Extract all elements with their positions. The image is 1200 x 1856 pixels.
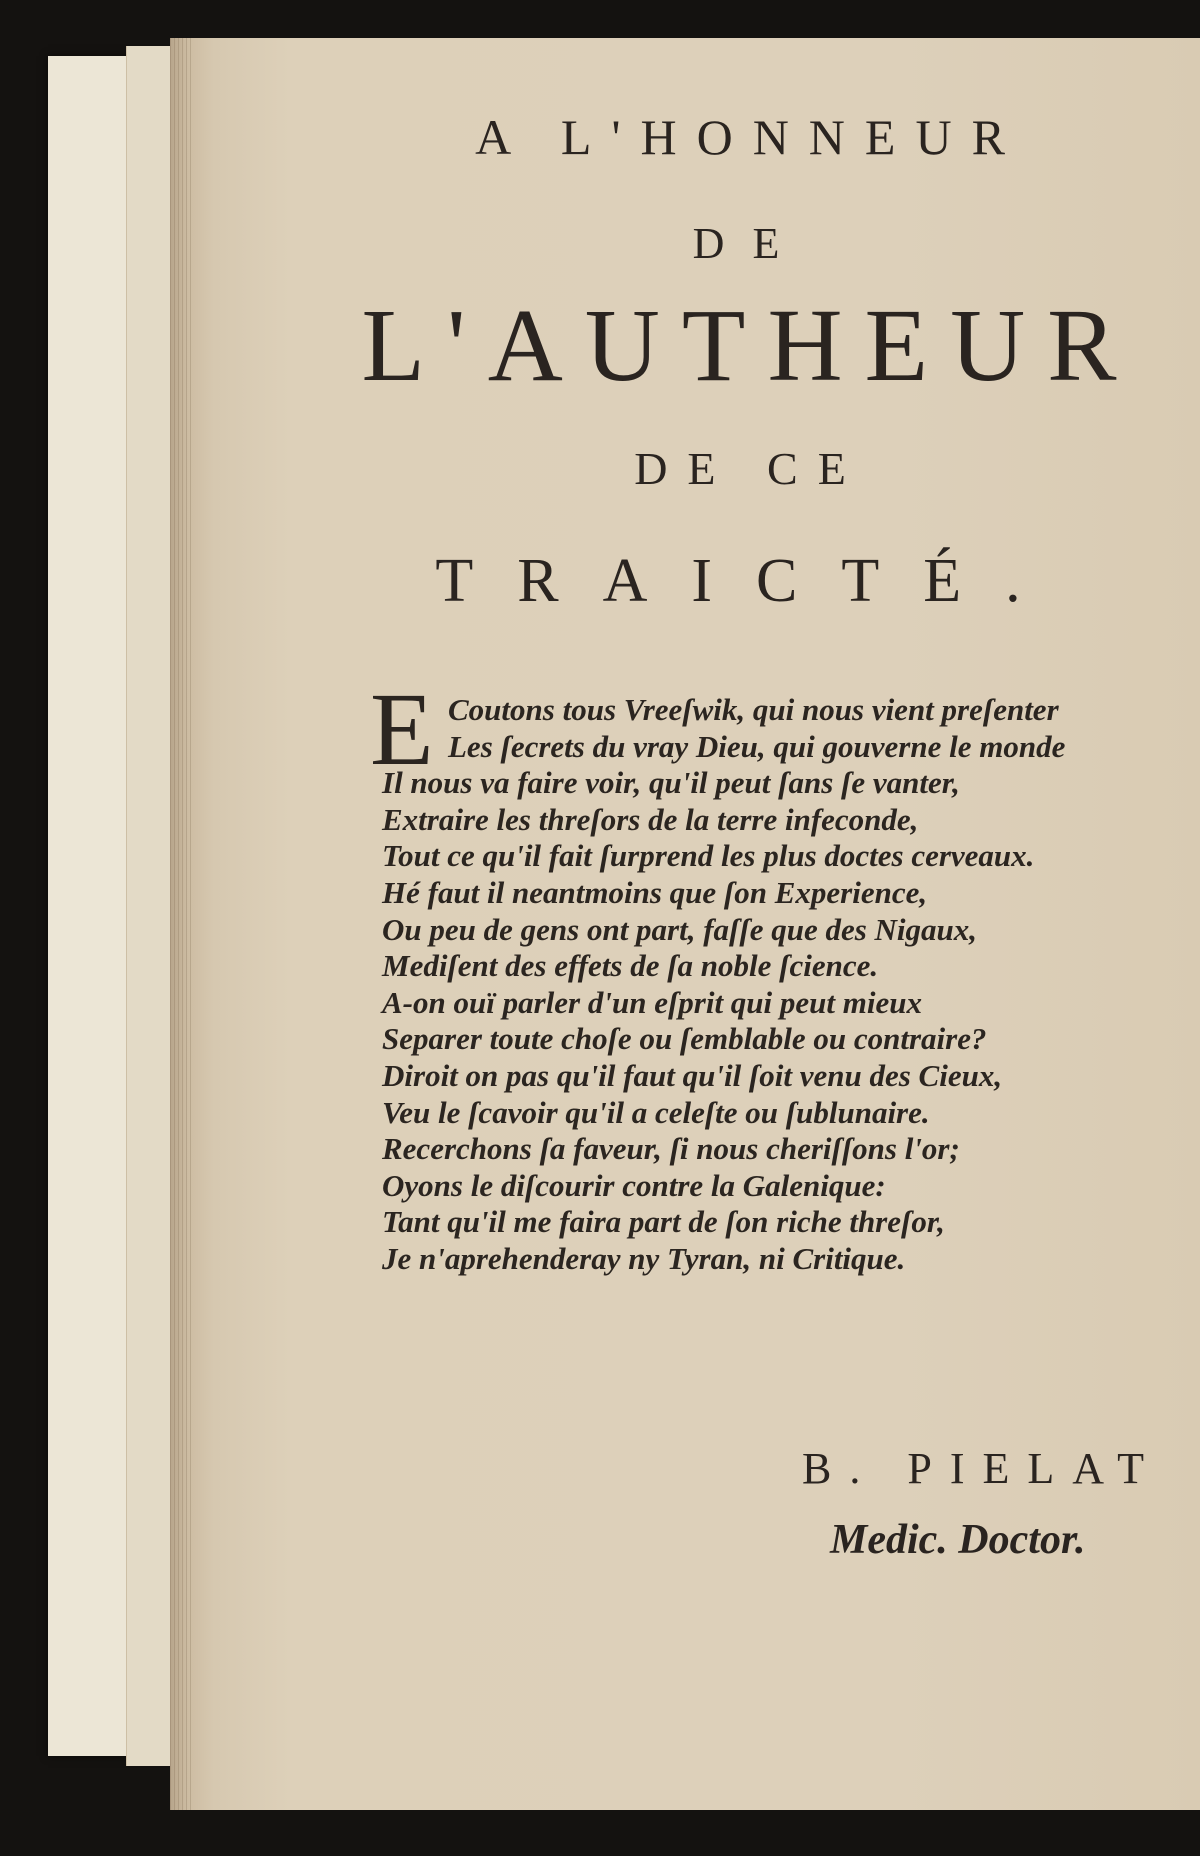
drop-cap: E bbox=[370, 672, 434, 787]
poem-line: Ou peu de gens ont part, faſſe que des Nigaux, bbox=[382, 911, 978, 947]
poem-line: Il nous va faire voir, qu'il peut ſans ſe vanter, bbox=[382, 765, 960, 801]
signature-name: B. PIELAT bbox=[802, 1444, 1162, 1493]
title-line-2: DE bbox=[692, 219, 808, 268]
poem-line: Tant qu'il me faira part de ſon riche threſor, bbox=[382, 1204, 945, 1240]
book-page bbox=[170, 38, 1200, 1810]
poem-line: Oyons le diſcourir contre la Galenique: bbox=[382, 1167, 886, 1203]
title-line-1: A L'HONNEUR bbox=[475, 109, 1025, 165]
poem-line: Je n'aprehenderay ny Tyran, ni Critique. bbox=[382, 1240, 906, 1276]
poem-line: Recerchons ſa faveur, ſi nous cheriſſons l'or; bbox=[382, 1131, 960, 1167]
title-line-4: DE CE bbox=[634, 443, 866, 494]
title-line-5: TRAICTÉ. bbox=[435, 547, 1065, 615]
signature-title: Medic. Doctor. bbox=[830, 1517, 1086, 1563]
poem-line: Coutons tous Vreeſwik, qui nous vient preſenter bbox=[448, 692, 1059, 727]
poem-line: Diroit on pas qu'il faut qu'il ſoit venu des Cieux, bbox=[382, 1057, 1003, 1093]
poem-line: Separer toute choſe ou ſemblable ou contraire? bbox=[382, 1021, 987, 1057]
poem-line: A-on ouï parler d'un eſprit qui peut mieux bbox=[382, 984, 923, 1020]
poem-line: Hé faut il neantmoins que ſon Experience, bbox=[382, 874, 928, 910]
poem-line: Extraire les threſors de la terre infeconde, bbox=[382, 801, 919, 837]
poem bbox=[370, 672, 1200, 1278]
poem-line: Les ſecrets du vray Dieu, qui gouverne le monde bbox=[448, 728, 1066, 764]
poem-line: Veu le ſcavoir qu'il a celeſte ou ſublunaire. bbox=[382, 1094, 930, 1130]
poem-line: Tout ce qu'il fait ſurprend les plus doctes cerveaux. bbox=[382, 838, 1035, 874]
title-line-3: L'AUTHEUR bbox=[361, 288, 1139, 403]
poem-line: Mediſent des effets de ſa noble ſcience. bbox=[382, 948, 879, 984]
